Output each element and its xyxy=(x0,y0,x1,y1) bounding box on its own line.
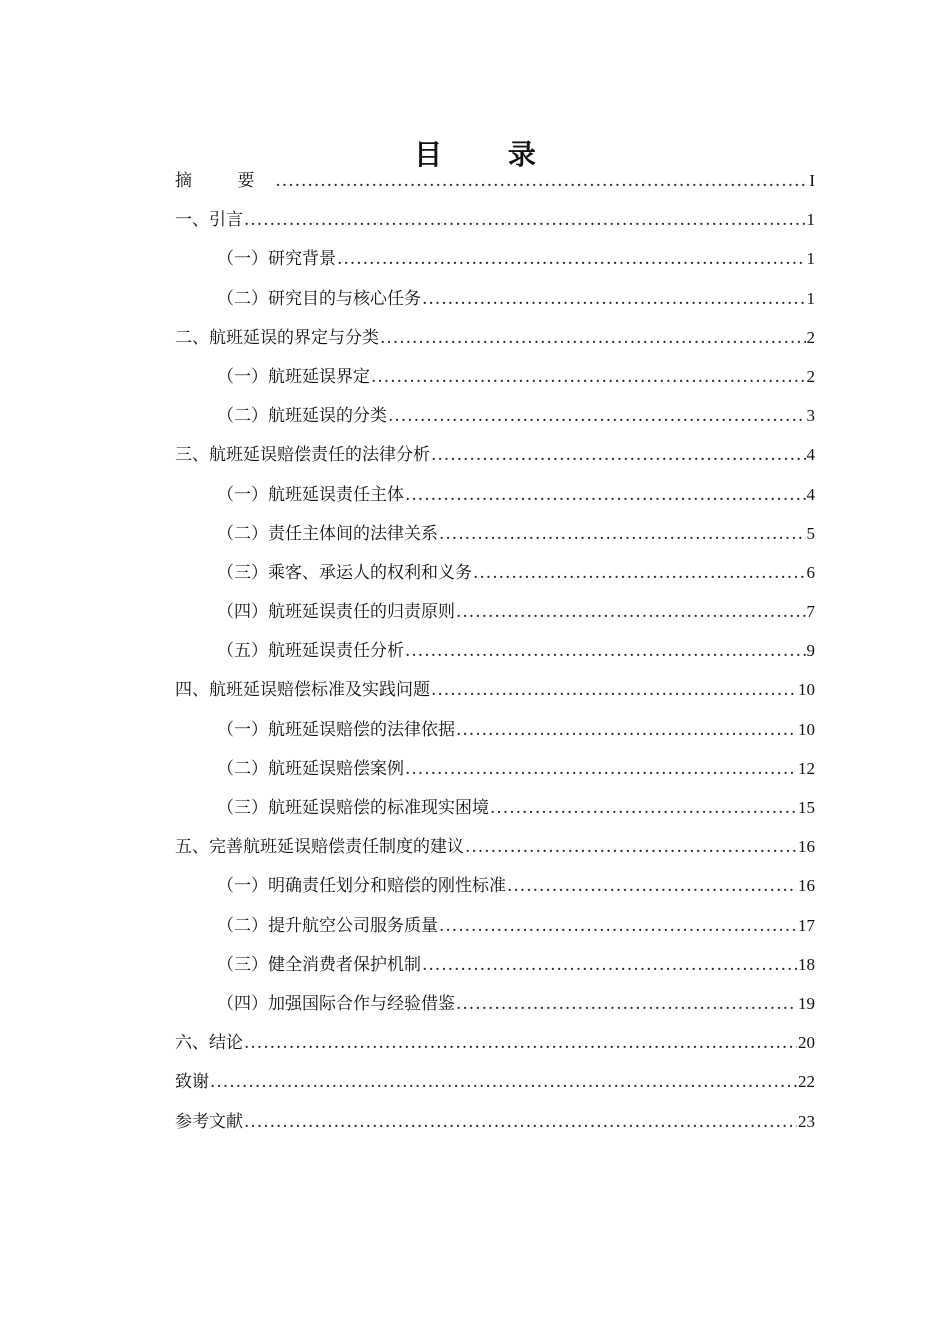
toc-entry-label: （一）研究背景 xyxy=(217,249,336,270)
toc-entry-page-number: 17 xyxy=(798,915,815,935)
toc-entry[interactable] xyxy=(175,945,815,984)
toc-entry[interactable] xyxy=(175,1102,815,1141)
dot-leader xyxy=(456,711,797,750)
dot-leader xyxy=(507,867,797,906)
toc-entry-page-number: 1 xyxy=(806,288,815,308)
toc-entry[interactable] xyxy=(175,357,815,396)
toc-entry-page-number: 5 xyxy=(806,523,815,543)
toc-entry-label: 致谢 xyxy=(175,1072,209,1093)
toc-entry-page-number: 6 xyxy=(806,562,815,582)
dot-leader xyxy=(456,985,797,1024)
toc-entry[interactable] xyxy=(175,827,815,866)
toc-entry-label: 四、航班延误赔偿标准及实践问题 xyxy=(175,680,430,701)
dot-leader xyxy=(456,593,806,632)
toc-entry-label: 参考文献 xyxy=(175,1111,243,1132)
toc-entry-label: （一）航班延误赔偿的法律依据 xyxy=(217,719,455,740)
toc-entry-label: （三）航班延误赔偿的标准现实困境 xyxy=(217,798,489,818)
toc-entry[interactable] xyxy=(175,710,815,749)
toc-entry[interactable] xyxy=(175,396,815,435)
toc-entry[interactable] xyxy=(175,631,815,670)
toc-entry-label: （一）明确责任划分和赔偿的刚性标准 xyxy=(217,876,506,897)
toc-entry[interactable] xyxy=(175,984,815,1023)
toc-entry-page-number: 15 xyxy=(798,798,815,817)
dot-leader xyxy=(337,240,806,279)
toc-entry-page-number: 19 xyxy=(798,993,815,1013)
toc-entry-page-number: 4 xyxy=(806,484,815,504)
toc-entry[interactable] xyxy=(175,553,815,592)
dot-leader xyxy=(431,436,806,475)
toc-entry-page-number: 18 xyxy=(798,954,815,974)
toc-entry-label: 六、结论 xyxy=(175,1033,243,1054)
dot-leader xyxy=(405,476,806,515)
toc-entry-label: （三）乘客、承运人的权利和义务 xyxy=(217,562,472,583)
toc-entry-page-number: 2 xyxy=(806,366,815,386)
dot-leader xyxy=(210,1063,797,1102)
toc-entry-label: （四）加强国际合作与经验借鉴 xyxy=(217,993,455,1014)
toc-entry-page-number: I xyxy=(809,171,815,190)
toc-entry[interactable] xyxy=(175,592,815,631)
toc-entry-label: （二）责任主体间的法律关系 xyxy=(217,523,438,544)
toc-entry[interactable] xyxy=(175,279,815,318)
toc-entry-label: 三、航班延误赔偿责任的法律分析 xyxy=(175,445,430,466)
toc-entry[interactable] xyxy=(175,435,815,474)
dot-leader xyxy=(388,397,806,436)
toc-entry-label: （一）航班延误界定 xyxy=(217,366,370,387)
toc-entry-page-number: 1 xyxy=(806,210,815,230)
toc-entry-page-number: 20 xyxy=(798,1033,815,1053)
toc-entry[interactable] xyxy=(175,475,815,514)
toc-entry-label: （一）航班延误责任主体 xyxy=(217,484,404,505)
dot-leader xyxy=(371,358,806,397)
toc-entry[interactable] xyxy=(175,749,815,788)
dot-leader xyxy=(439,515,806,554)
dot-leader xyxy=(244,201,806,240)
toc-entry-page-number: 16 xyxy=(798,876,815,896)
dot-leader xyxy=(422,280,806,319)
toc-entry-page-number: 16 xyxy=(798,837,815,857)
toc-entry-label: 一、引言 xyxy=(175,210,243,231)
dot-leader xyxy=(244,1024,797,1063)
toc-entry-page-number: 22 xyxy=(798,1072,815,1092)
dot-leader xyxy=(473,554,806,593)
dot-leader xyxy=(275,162,808,201)
toc-entry-label: 五、完善航班延误赔偿责任制度的建议 xyxy=(175,837,464,858)
toc-entry[interactable] xyxy=(175,1062,815,1101)
dot-leader xyxy=(439,907,797,946)
toc-entry-page-number: 10 xyxy=(798,719,815,739)
page-title: 目 录 xyxy=(414,137,564,171)
toc-entry[interactable] xyxy=(175,200,815,239)
toc-entry-page-number: 3 xyxy=(806,406,815,426)
dot-leader xyxy=(405,632,806,671)
toc-entry-label: （二）提升航空公司服务质量 xyxy=(217,915,438,936)
toc-entry-label: 摘 要 xyxy=(175,171,275,191)
toc-entry-page-number: 1 xyxy=(806,249,815,269)
toc-entry[interactable] xyxy=(175,239,815,278)
toc-entry-page-number: 9 xyxy=(806,641,815,661)
toc-entry-page-number: 12 xyxy=(798,758,815,778)
toc-entry[interactable] xyxy=(175,161,815,200)
toc-entry-label: （二）研究目的与核心任务 xyxy=(217,288,421,309)
dot-leader xyxy=(380,319,806,358)
toc-entry[interactable] xyxy=(175,866,815,905)
toc-entry-page-number: 2 xyxy=(806,327,815,347)
toc-entry[interactable] xyxy=(175,788,815,827)
toc-entry-page-number: 10 xyxy=(798,680,815,700)
table-of-contents xyxy=(175,161,815,1141)
toc-entry[interactable] xyxy=(175,906,815,945)
toc-entry-page-number: 4 xyxy=(806,445,815,465)
toc-entry[interactable] xyxy=(175,1023,815,1062)
toc-entry-page-number: 7 xyxy=(806,602,815,622)
dot-leader xyxy=(422,946,797,985)
dot-leader xyxy=(465,828,797,867)
toc-entry-label: 二、航班延误的界定与分类 xyxy=(175,327,379,348)
toc-entry-page-number: 23 xyxy=(798,1111,815,1131)
toc-entry-label: （四）航班延误责任的归责原则 xyxy=(217,602,455,623)
dot-leader xyxy=(431,671,797,710)
toc-entry-label: （三）健全消费者保护机制 xyxy=(217,954,421,975)
toc-entry[interactable] xyxy=(175,318,815,357)
toc-entry-label: （二）航班延误赔偿案例 xyxy=(217,758,404,779)
dot-leader xyxy=(244,1103,797,1142)
dot-leader xyxy=(405,750,797,789)
dot-leader xyxy=(490,789,797,828)
toc-entry-label: （五）航班延误责任分析 xyxy=(217,641,404,662)
toc-entry[interactable] xyxy=(175,670,815,709)
toc-entry[interactable] xyxy=(175,514,815,553)
toc-entry-label: （二）航班延误的分类 xyxy=(217,406,387,427)
